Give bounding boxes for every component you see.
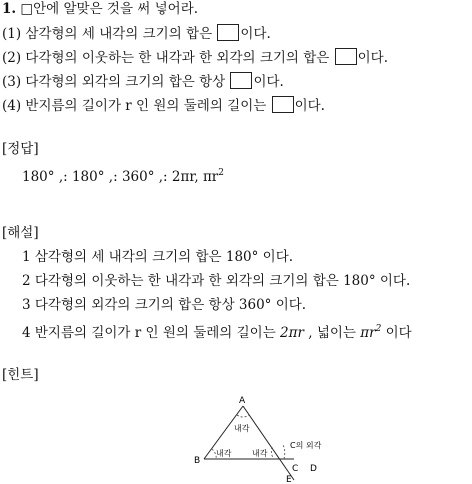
answer-value-1: 180° — [22, 169, 55, 185]
problem-instruction: □안에 알맞은 것을 써 넣어라. — [20, 1, 199, 17]
question-item-1 — [2, 24, 271, 43]
area-formula-base: πr — [360, 325, 376, 341]
answer-value-5-base: πr — [202, 169, 219, 185]
interior-angle-label-a: 내각 — [234, 424, 250, 433]
vertex-label-d: D — [310, 464, 317, 474]
question-label: (2) — [2, 50, 22, 66]
interior-angle-label-c: 내각 — [252, 449, 268, 458]
explanation-line-4-pre: 4 반지름의 길이가 r 인 원의 둘레의 길이는 — [22, 325, 276, 341]
vertex-label-a: A — [239, 396, 246, 406]
explanation-line-4 — [22, 320, 412, 342]
area-formula — [360, 325, 381, 341]
answer-line — [22, 164, 224, 186]
vertex-label-e: E — [286, 475, 292, 482]
problem-number: 1. — [2, 1, 17, 17]
answer-box — [230, 72, 252, 89]
exterior-angle-label: C의 외각 — [290, 441, 322, 450]
question-label: (1) — [2, 26, 22, 42]
answer-separator: ,: — [108, 169, 118, 185]
hint-heading: [힌트] — [2, 367, 39, 383]
question-label: (3) — [2, 74, 22, 90]
answer-value-5 — [203, 169, 224, 185]
question-suffix: 이다. — [294, 98, 325, 114]
explanation-line-2: 2 다각형의 이웃하는 한 내각과 한 외각의 크기의 합은 180° 이다. — [22, 273, 411, 289]
answer-value-4: 2πr, — [171, 169, 199, 185]
problem-header — [2, 0, 198, 18]
explanation-heading: [해설] — [2, 225, 39, 241]
explanation-line-4-mid: , 넓이는 — [308, 325, 356, 341]
answer-heading: [정답] — [2, 141, 39, 157]
answer-value-5-exponent: 2 — [218, 168, 224, 178]
triangle-side-ace — [243, 406, 294, 480]
question-item-3 — [2, 72, 284, 91]
explanation-line-1: 1 삼각형의 세 내각의 크기의 합은 180° 이다. — [22, 249, 294, 265]
answer-box — [272, 96, 294, 113]
answer-separator: ,: — [158, 169, 168, 185]
question-suffix: 이다. — [253, 74, 284, 90]
question-text: 삼각형의 세 내각의 크기의 합은 — [25, 26, 213, 42]
answer-box — [335, 48, 357, 65]
question-suffix: 이다. — [357, 50, 388, 66]
question-item-4 — [2, 96, 325, 115]
triangle-diagram — [190, 392, 350, 482]
answer-value-2: 180° — [71, 169, 105, 185]
question-text: 다각형의 이웃하는 한 내각과 한 외각의 크기의 합은 — [25, 50, 330, 66]
question-text: 반지름의 길이가 r 인 원의 둘레의 길이는 — [25, 98, 267, 114]
vertex-label-c: C — [292, 464, 299, 474]
question-item-2 — [2, 48, 388, 67]
interior-angle-label-b: 내각 — [216, 449, 232, 458]
answer-separator: ,: — [58, 169, 68, 185]
question-text: 다각형의 외각의 크기의 합은 항상 — [25, 74, 226, 90]
question-label: (4) — [2, 98, 22, 114]
angle-arc-c-exterior — [283, 445, 285, 459]
explanation-line-3: 3 다각형의 외각의 크기의 합은 항상 360° 이다. — [22, 297, 307, 313]
circumference-formula: 2πr — [280, 325, 304, 341]
angle-arc-a — [237, 415, 249, 417]
explanation-line-4-post: 이다 — [385, 325, 412, 341]
answer-box — [217, 24, 239, 41]
area-formula-exponent: 2 — [375, 324, 382, 334]
vertex-label-b: B — [194, 456, 201, 466]
answer-value-3: 360° — [121, 169, 155, 185]
question-suffix: 이다. — [240, 26, 271, 42]
